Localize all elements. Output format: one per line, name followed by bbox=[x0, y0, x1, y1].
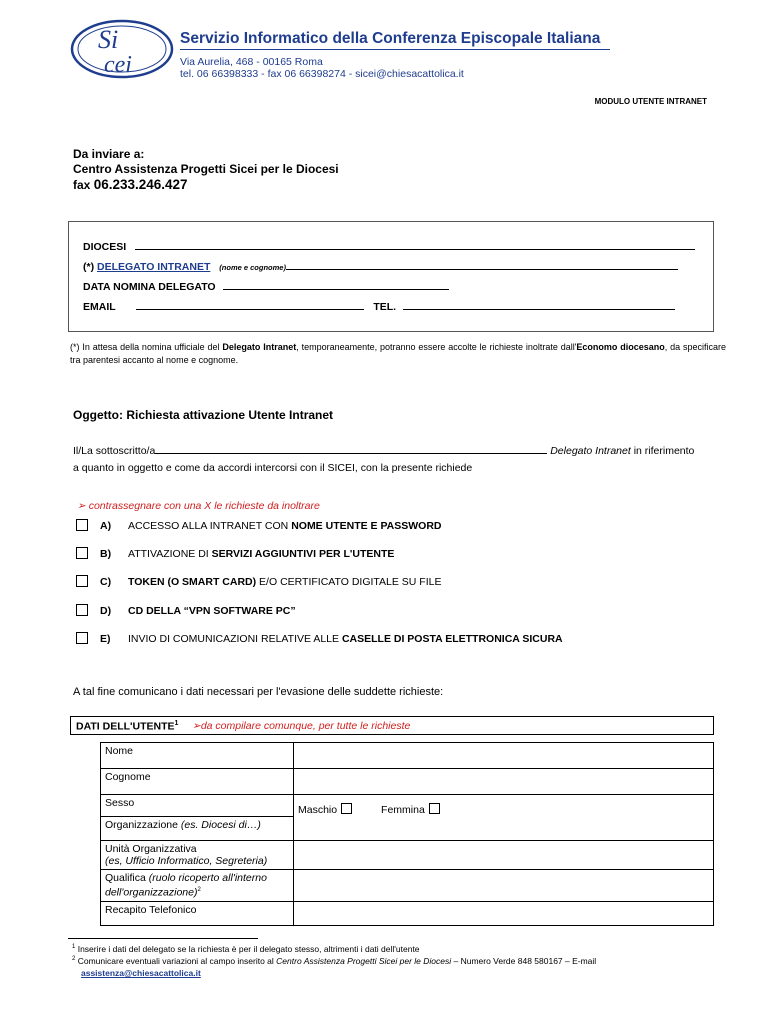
unita-field[interactable] bbox=[294, 841, 714, 870]
logo-text-bottom: cei bbox=[104, 52, 132, 78]
email-field[interactable] bbox=[136, 300, 364, 310]
footnote-rule bbox=[68, 938, 258, 939]
option-d[interactable] bbox=[76, 604, 636, 620]
table-row bbox=[101, 870, 714, 902]
dati-utente-note: ➢da compilare comunque, per tutte le richieste bbox=[192, 720, 411, 732]
sottoscritto-suffix: in riferimento bbox=[630, 445, 695, 457]
tel-field[interactable] bbox=[403, 300, 675, 310]
option-c-checkbox[interactable] bbox=[76, 575, 88, 587]
footnote-email-link[interactable]: assistenza@chiesacattolica.it bbox=[81, 968, 201, 978]
dati-utente-title: DATI DELL'UTENTE$^1$ bbox=[76, 720, 179, 733]
recipient-line2: Centro Assistenza Progetti Sicei per le Diocesi bbox=[73, 162, 339, 176]
form-title: MODULO UTENTE INTRANET bbox=[594, 97, 707, 106]
logo-text-top: Si bbox=[98, 25, 119, 54]
sottoscritto-line bbox=[73, 444, 733, 457]
cognome-field[interactable] bbox=[294, 769, 714, 795]
note-part2: , temporaneamente, potranno essere accolte le richieste inoltrate dall' bbox=[296, 342, 577, 352]
note-bold1: Delegato Intranet bbox=[222, 342, 297, 352]
arrow-bullet-icon: ➢ bbox=[192, 720, 201, 732]
org-rule bbox=[180, 49, 610, 50]
delegate-box bbox=[68, 221, 714, 332]
data-nomina-label: DATA NOMINA DELEGATO bbox=[83, 281, 216, 293]
footnote-1: $^1$ Inserire i dati del delegato se la richiesta è per il delegato stesso, altrimenti i dati dell'utente bbox=[72, 944, 420, 954]
option-a-checkbox[interactable] bbox=[76, 519, 88, 531]
note-part1: (*) In attesa della nomina ufficiale del bbox=[70, 342, 223, 352]
option-letter: A) bbox=[100, 520, 112, 532]
option-letter: D) bbox=[100, 605, 112, 617]
a-tal-fine: A tal fine comunicano i dati necessari per l'evasione delle suddette richieste: bbox=[73, 686, 444, 698]
sottoscritto-prefix: Il/La sottoscritto/a bbox=[73, 445, 156, 457]
table-row bbox=[101, 795, 714, 817]
delegato-hint: (nome e cognome) bbox=[219, 263, 286, 272]
sesso-label: Sesso bbox=[101, 795, 294, 817]
cognome-label: Cognome bbox=[101, 769, 294, 795]
sottoscritto-field[interactable] bbox=[155, 444, 547, 454]
table-row bbox=[101, 901, 714, 925]
option-b[interactable] bbox=[76, 547, 636, 563]
option-letter: C) bbox=[100, 576, 112, 588]
option-text: TOKEN (O SMART CARD) E/O CERTIFICATO DIGITALE SU FILE bbox=[128, 576, 442, 588]
tel-label: TEL. bbox=[373, 301, 397, 313]
femmina-checkbox[interactable] bbox=[429, 803, 440, 814]
fax-prefix: fax bbox=[73, 178, 94, 192]
femmina-label: Femmina bbox=[381, 804, 425, 816]
table-row bbox=[101, 769, 714, 795]
delegato-field[interactable] bbox=[286, 260, 678, 270]
option-e[interactable] bbox=[76, 632, 676, 648]
unita-label: Unità Organizzativa (es, Ufficio Informatico, Segreteria) bbox=[101, 841, 294, 870]
fax-number: 06.233.246.427 bbox=[93, 177, 188, 192]
option-a[interactable] bbox=[76, 519, 636, 535]
option-text: ATTIVAZIONE DI SERVIZI AGGIUNTIVI PER L'UTENTE bbox=[128, 548, 395, 560]
nome-label: Nome bbox=[101, 743, 294, 769]
option-text: CD DELLA “VPN SOFTWARE PC” bbox=[128, 605, 296, 617]
option-c[interactable] bbox=[76, 575, 636, 591]
option-text: ACCESSO ALLA INTRANET CON NOME UTENTE E PASSWORD bbox=[128, 520, 442, 532]
qualifica-field[interactable] bbox=[294, 870, 714, 902]
table-row bbox=[101, 841, 714, 870]
org-address: Via Aurelia, 468 - 00165 Roma bbox=[180, 56, 323, 68]
org-contacts: tel. 06 66398333 - fax 06 66398274 - sicei@chiesacattolica.it bbox=[180, 68, 464, 80]
delegato-intranet-link[interactable]: DELEGATO INTRANET bbox=[97, 261, 211, 273]
table-row bbox=[101, 743, 714, 769]
delegato-row bbox=[83, 260, 678, 273]
organizzazione-label: Organizzazione (es. Diocesi di…) bbox=[101, 817, 294, 841]
option-b-checkbox[interactable] bbox=[76, 547, 88, 559]
sottoscritto-role: Delegato Intranet bbox=[550, 445, 631, 457]
recapito-field[interactable] bbox=[294, 901, 714, 925]
data-nomina-row bbox=[83, 280, 449, 293]
maschio-label: Maschio bbox=[298, 804, 338, 816]
option-text: INVIO DI COMUNICAZIONI RELATIVE ALLE CASELLE DI POSTA ELETTRONICA SICURA bbox=[128, 633, 563, 645]
recipient-fax bbox=[73, 177, 339, 193]
option-letter: E) bbox=[100, 633, 111, 645]
recipient-line1: Da inviare a: bbox=[73, 147, 145, 161]
subject-heading: Oggetto: Richiesta attivazione Utente Intranet bbox=[73, 408, 334, 422]
sottoscritto-line2: a quanto in oggetto e come da accordi intercorsi con il SICEI, con la presente richiede bbox=[73, 462, 473, 474]
delegato-prefix: (*) bbox=[83, 261, 97, 273]
diocesi-field[interactable] bbox=[135, 240, 695, 250]
diocesi-label: DIOCESI bbox=[83, 241, 127, 253]
economo-note bbox=[70, 341, 726, 367]
instruction-text: contrassegnare con una X le richieste da inoltrare bbox=[88, 500, 320, 512]
qualifica-label: Qualifica (ruolo ricoperto all'interno dell'organizzazione)$^2$ bbox=[101, 870, 294, 902]
maschio-checkbox[interactable] bbox=[341, 803, 352, 814]
arrow-bullet-icon: ➢ bbox=[77, 500, 89, 512]
recipient-block bbox=[73, 147, 339, 193]
instruction bbox=[77, 500, 320, 512]
email-row bbox=[83, 300, 675, 313]
option-d-checkbox[interactable] bbox=[76, 604, 88, 616]
diocesi-row bbox=[83, 240, 695, 253]
sesso-field bbox=[294, 795, 714, 841]
sicei-logo bbox=[70, 18, 182, 80]
email-label: EMAIL bbox=[83, 301, 116, 313]
org-name: Servizio Informatico della Conferenza Episcopale Italiana bbox=[180, 30, 601, 47]
note-bold2: Economo diocesano bbox=[576, 342, 665, 352]
option-e-checkbox[interactable] bbox=[76, 632, 88, 644]
data-nomina-field[interactable] bbox=[223, 280, 449, 290]
nome-field[interactable] bbox=[294, 743, 714, 769]
user-data-table bbox=[100, 742, 714, 926]
footnote-2: $^2$ Comunicare eventuali variazioni al campo inserito al Centro Assistenza Progetti Sicei per le Diocesi – Numero Verde 848 580167 – E-mail bbox=[72, 956, 597, 966]
recapito-label: Recapito Telefonico bbox=[101, 901, 294, 925]
note-part3: , da specificare tra parentesi accanto al nome e cognome. bbox=[70, 342, 727, 365]
option-letter: B) bbox=[100, 548, 112, 560]
